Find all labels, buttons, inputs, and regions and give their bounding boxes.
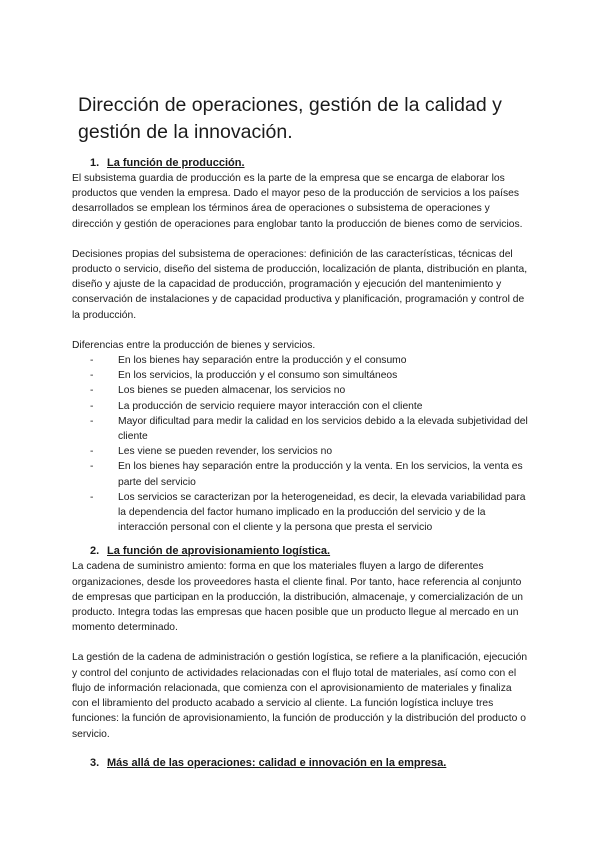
section-heading-3 [72, 756, 528, 771]
list-item: - Mayor dificultad para medir la calidad en los servicios debido a la elevada subjetividad del cliente [90, 414, 528, 444]
section-heading-text: Más allá de las operaciones: calidad e innovación en la empresa. [107, 756, 447, 769]
section-heading-text: La función de aprovisionamiento logística. [107, 545, 331, 558]
list-item: - Los bienes se pueden almacenar, los servicios no [90, 383, 528, 398]
list-item: - Los servicios se caracterizan por la heterogeneidad, es decir, la elevada variabilidad para la dependencia del factor humano implicado en la producción del servicio y de la interacción personal con el cliente y la persona que presta el servicio [90, 490, 528, 536]
paragraph: Diferencias entre la producción de bienes y servicios. [72, 339, 316, 351]
list-item: - Les viene se pueden revender, los servicios no [90, 444, 528, 459]
section-number: 3. [90, 756, 100, 769]
section-heading-text: La función de producción. [107, 157, 245, 169]
paragraph: La gestión de la cadena de administración o gestión logística, se refiere a la planificación, ejecución y control del conjunto de actividades relacionadas con el flujo total de materiales, así como con el flujo de información relacionada, que comienza con el aprovisionamiento de materiales y finaliza con el libramiento del producto acabado a servicio al cliente. La función logística incluye tres funciones: la función de aprovisionamiento, la función de producción y la distribución del producto o servicio. [72, 652, 528, 740]
paragraph: La cadena de suministro amiento: forma en que los materiales fluyen a largo de diferentes organizaciones, desde los proveedores hasta el cliente final. Por tanto, hace referencia al conjunto de empresas que participan en la producción, la distribución, almacenaje, y comercialización de un producto. Integra todas las empresas que hacen posible que un producto llegue al mercado en un momento determinado. [72, 561, 524, 634]
document-title: Dirección de operaciones, gestión de la calidad y gestión de la innovación. [78, 94, 502, 143]
section-heading-2 [72, 544, 528, 559]
section-number: 1. [90, 157, 100, 169]
list-item: - En los servicios, la producción y el consumo son simultáneos [90, 368, 528, 383]
paragraph: El subsistema guardia de producción es la parte de la empresa que se encarga de elaborar los productos que venden la empresa. Dado el mayor peso de la producción de servicios a los países desarrollados se emplean los términos área de operaciones o subsistema de operaciones y dirección y gestión de operaciones para englobar tanto la producción de bienes como de servicios. [72, 173, 523, 230]
list-item: - En los bienes hay separación entre la producción y el consumo [90, 353, 528, 368]
differences-list [72, 353, 528, 535]
section-heading-1 [72, 156, 528, 171]
list-item: - En los bienes hay separación entre la producción y la venta. En los servicios, la venta es parte del servicio [90, 459, 528, 489]
list-item: - La producción de servicio requiere mayor interacción con el cliente [90, 399, 528, 414]
section-number: 2. [90, 545, 100, 558]
paragraph: Decisiones propias del subsistema de operaciones: definición de las características, técnicas del producto o servicio, diseño del sistema de producción, localización de planta, distribución en planta, diseño y ajuste de la capacidad de producción, programación y ejecución del mantenimiento y conservación de instalaciones y de capacidad productiva y planificación, programación y control de la producción. [72, 248, 528, 321]
